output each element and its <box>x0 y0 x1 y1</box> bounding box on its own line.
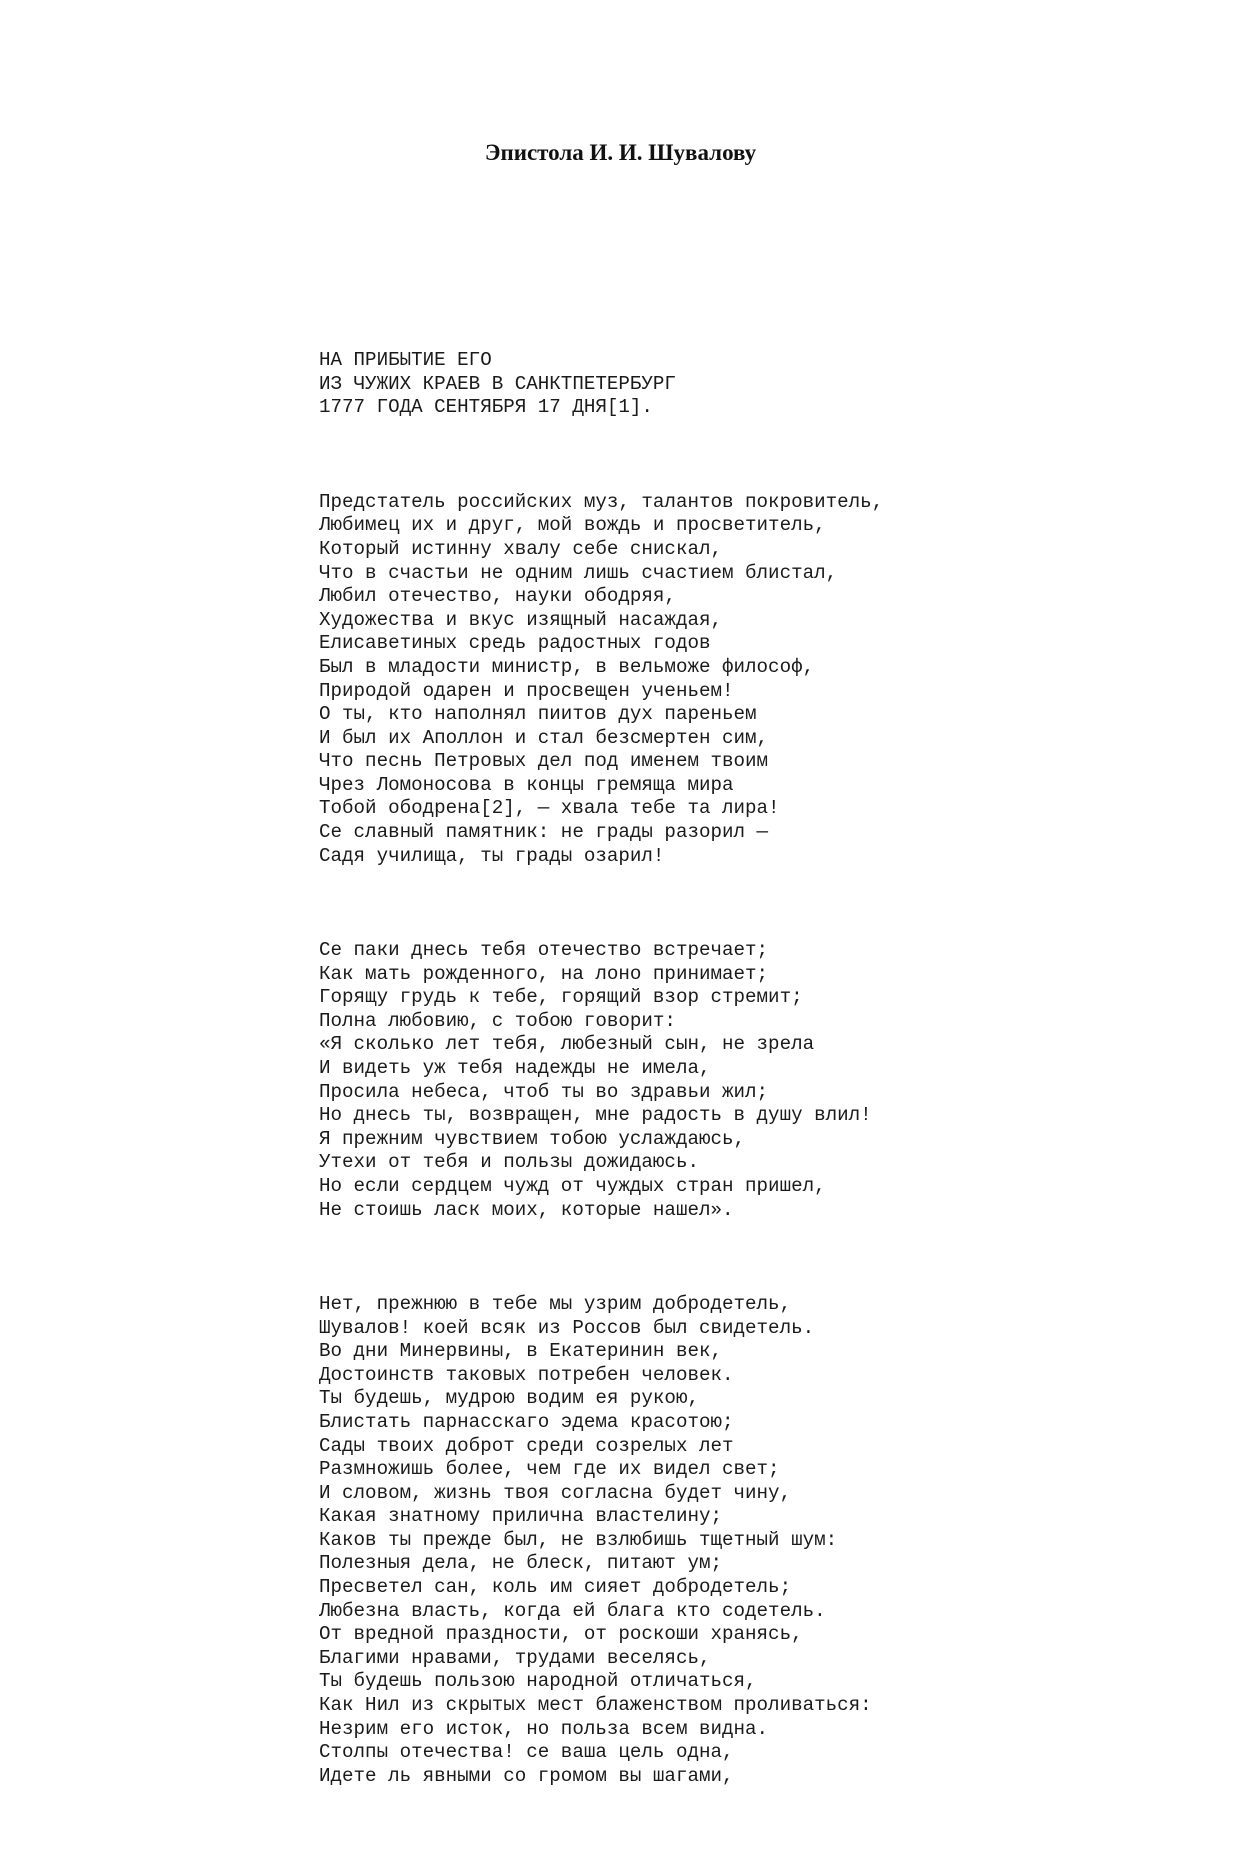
poem-line: Утехи от тебя и пользы дожидаюсь. <box>319 1151 699 1174</box>
poem-line: И словом, жизнь твоя согласна будет чину, <box>319 1481 792 1504</box>
poem-line: Се славный памятник: не грады разорил — <box>319 821 769 844</box>
poem-line: Достоинств таковых потребен человек. <box>319 1363 734 1386</box>
poem-line: Полезныя дела, не блеск, питают ум; <box>319 1552 723 1575</box>
poem-line: Который истинну хвалу себе снискал, <box>319 537 723 560</box>
poem-line: Садя училища, ты грады озарил! <box>319 844 665 867</box>
poem-line: Как Нил из скрытых мест блаженством проливаться: <box>319 1694 872 1717</box>
poem-line: Что песнь Петровых дел под именем твоим <box>319 750 769 773</box>
poem-line: Но днесь ты, возвращен, мне радость в душу влил! <box>319 1104 872 1127</box>
poem-line: Сады твоих доброт среди созрелых лет <box>319 1434 734 1457</box>
poem-line: Незрим его исток, но польза всем видна. <box>319 1717 769 1740</box>
poem-line: Но если сердцем чужд от чуждых стран пришел, <box>319 1174 826 1197</box>
poem-line: Ты будешь пользою народной отличаться, <box>319 1670 757 1693</box>
poem-text <box>319 302 883 1859</box>
poem-line: Не стоишь ласк моих, которые нашел». <box>319 1198 734 1221</box>
poem-line: Любимец их и друг, мой вождь и просветитель, <box>319 514 826 537</box>
poem-line: От вредной праздности, от роскоши хранясь, <box>319 1623 803 1646</box>
poem-line: Природой одарен и просвещен ученьем! <box>319 679 734 702</box>
poem-line: Чрез Ломоносова в концы гремяща мира <box>319 773 734 796</box>
poem-line: Се паки днесь тебя отечество встречает; <box>319 939 769 962</box>
poem-heading <box>319 349 883 420</box>
stanza-3 <box>319 1293 883 1788</box>
poem-line: Художества и вкус изящный насаждая, <box>319 608 723 631</box>
stanza-1 <box>319 491 883 869</box>
poem-line: Размножишь более, чем где их видел свет; <box>319 1458 780 1481</box>
poem-line: Елисаветиных средь радостных годов <box>319 632 711 655</box>
document-title: Эпистола И. И. Шувалову <box>484 140 757 165</box>
poem-line: Идете ль явными со громом вы шагами, <box>319 1764 734 1787</box>
heading-line: ИЗ ЧУЖИХ КРАЕВ В САНКТПЕТЕРБУРГ <box>319 372 676 395</box>
poem-line: Тобой ободрена[2], — хвала тебе та лира! <box>319 797 780 820</box>
poem-line: Во дни Минервины, в Екатеринин век, <box>319 1340 723 1363</box>
poem-line: Благими нравами, трудами веселясь, <box>319 1646 711 1669</box>
poem-line: Шувалов! коей всяк из Россов был свидетель. <box>319 1316 815 1339</box>
poem-line: И видеть уж тебя надежды не имела, <box>319 1057 711 1079</box>
stanza-2 <box>319 939 883 1222</box>
poem-line: Любезна власть, когда ей блага кто содетель. <box>319 1599 826 1622</box>
poem-line: Каков ты прежде был, не взлюбишь тщетный шум: <box>319 1528 838 1551</box>
poem-line: Как мать рожденного, на лоно принимает; <box>319 962 769 985</box>
poem-line: Я прежним чувствием тобою услаждаюсь, <box>319 1127 746 1150</box>
poem-line: Какая знатному прилична властелину; <box>319 1505 723 1528</box>
poem-line: Пресветел сан, коль им сияет добродетель; <box>319 1576 792 1599</box>
poem-line: Был в младости министр, в вельможе философ, <box>319 655 815 678</box>
poem-line: Ты будешь, мудрою водим ея рукою, <box>319 1387 699 1410</box>
poem-line: О ты, кто наполнял пиитов дух пареньем <box>319 703 757 726</box>
poem-line: Горящу грудь к тебе, горящий взор стремит; <box>319 986 803 1009</box>
poem-line: Столпы отечества! се ваша цель одна, <box>319 1741 734 1764</box>
poem-line: Просила небеса, чтоб ты во здравьи жил; <box>319 1080 769 1103</box>
poem-line: Полна любовию, с тобою говорит: <box>319 1009 676 1032</box>
poem-line: Предстатель российских муз, талантов покровитель, <box>319 490 884 513</box>
poem-line: Нет, прежнюю в тебе мы узрим добродетель, <box>319 1292 792 1315</box>
poem-line: Блистать парнасскаго эдема красотою; <box>319 1410 734 1433</box>
heading-line: НА ПРИБЫТИЕ ЕГО <box>319 349 492 372</box>
poem-line: Любил отечество, науки ободряя, <box>319 585 676 608</box>
poem-line: «Я сколько лет тебя, любезный сын, не зрела <box>319 1033 815 1056</box>
poem-line: Что в счастьи не одним лишь счастием блистал, <box>319 561 838 584</box>
heading-line: 1777 ГОДА СЕНТЯБРЯ 17 ДНЯ[1]. <box>319 396 653 419</box>
poem-line: И был их Аполлон и стал безсмертен сим, <box>319 726 769 749</box>
